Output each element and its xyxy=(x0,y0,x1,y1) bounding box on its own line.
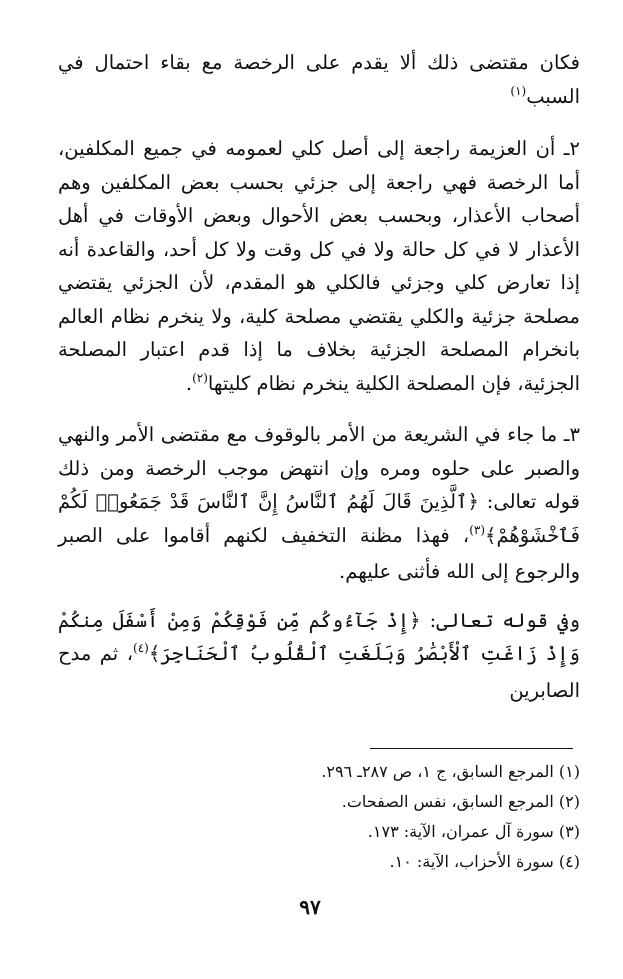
paragraph-3-text: ٣ـ ما جاء في الشريعة من الأمر بالوقوف مع مقتضى الأمر والنهي والصبر على حلوه ومره وإن انتهض موجب الرخصة ومن ذلك قوله تعالى: ﴿ٱلَّذِينَ قَالَ لَهُمُ ٱلنَّاسُ إِنَّ ٱلنَّاسَ قَدْ جَمَعُوا۟ لَكُمْ فَٱخْشَوْهُمْ﴾ xyxy=(58,423,580,547)
footnote-ref-2: (٢) xyxy=(192,370,208,385)
paragraph-4 xyxy=(58,604,580,708)
footnote-ref-3: (٣) xyxy=(469,522,486,537)
page-number: ٩٧ xyxy=(299,895,321,919)
footnote-3: (٣) سورة آل عمران، الآية: ١٧٣. xyxy=(367,822,580,841)
footnote-ref-1: (١) xyxy=(510,83,527,98)
footnote-divider xyxy=(370,748,573,749)
paragraph-1 xyxy=(58,46,580,116)
paragraph-3-tail: ، فهذا مظنة التخفيف لكنهم أقاموا على الصبر والرجوع إلى الله فأثنى عليهم. xyxy=(58,523,580,583)
paragraph-4-text: وفي قوله تعالى: ﴿إِذْ جَآءُوكُم مِّن فَوْقِكُمْ وَمِنْ أَسْفَلَ مِنكُمْ وَإِذْ زَاغَتِ ٱلْأَبْصَٰرُ وَبَلَغَتِ ٱلْقُلُوبُ ٱلْحَنَاجِرَ﴾ xyxy=(58,608,580,665)
paragraph-1-text: فكان مقتضى ذلك ألا يقدم على الرخصة مع بقاء احتمال في السبب xyxy=(58,51,580,108)
footnotes xyxy=(150,757,580,877)
footnote-1: (١) المرجع السابق، ج ١، ص ٢٨٧ـ ٢٩٦. xyxy=(321,762,580,781)
paragraph-2-tail: . xyxy=(185,371,193,395)
paragraph-2-text: ٢ـ أن العزيمة راجعة إلى أصل كلي لعمومه في جميع المكلفين، أما الرخصة فهي راجعة إلى جزئي بحسب بعض المكلفين وهم أصحاب الأعذار، وبحسب بعض الأحوال وبعض الأوقات في أهل الأعذار لا في كل حالة ولا في كل وقت ولا كل أحد، والقاعدة أنه إذا تعارض كلي وجزئي فالكلي هو المقدم، لأن الجزئي يقتضي مصلحة جزئية والكلي يقتضي مصلحة كلية، ولا ينخرم نظام العالم بانخرام المصلحة الجزئية بخلاف ما إذا قدم اعتبار المصلحة الجزئية، فإن المصلحة الكلية ينخرم نظام كليتها xyxy=(58,137,580,395)
footnote-ref-4: (٤) xyxy=(133,641,149,655)
footnote-4: (٤) سورة الأحزاب، الآية: ١٠. xyxy=(389,852,580,871)
footnote-2: (٢) المرجع السابق، نفس الصفحات. xyxy=(341,792,580,811)
paragraph-4-tail: ، ثم مدح الصابرين xyxy=(58,642,580,702)
paragraph-2 xyxy=(58,132,580,403)
paragraph-3 xyxy=(58,418,580,589)
main-text xyxy=(58,46,580,722)
